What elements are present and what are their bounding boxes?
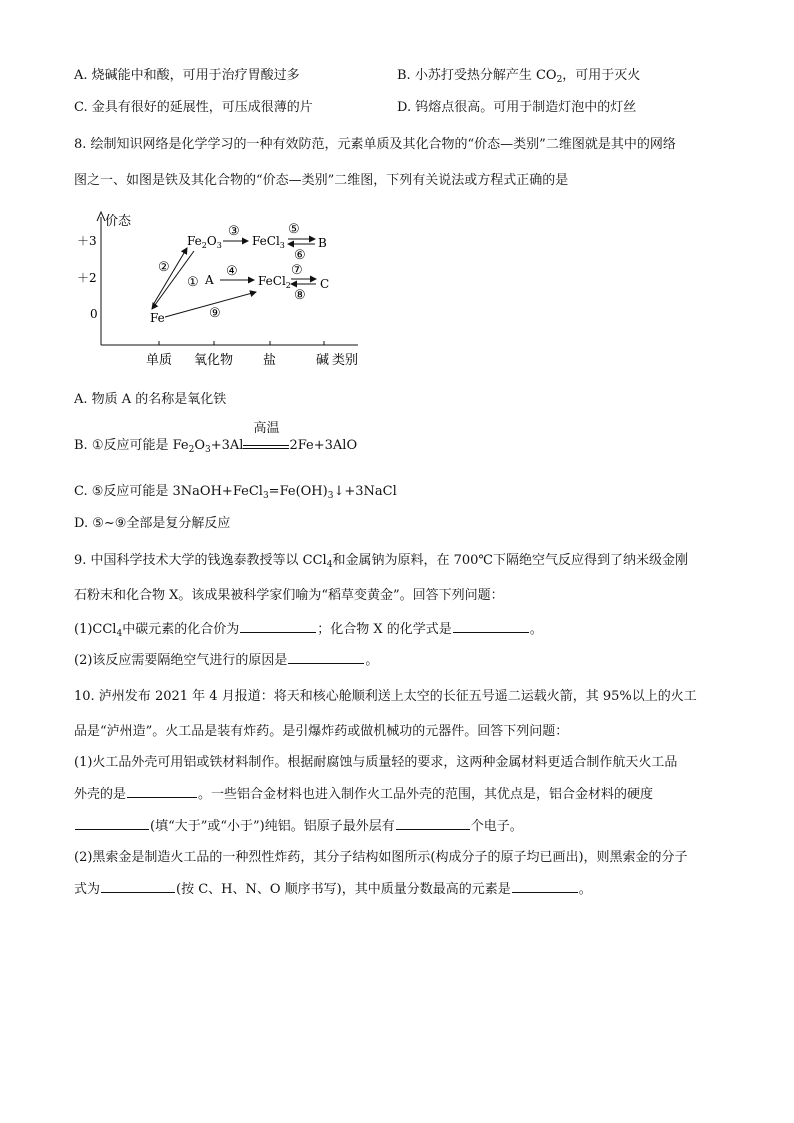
- iron-valence-diagram: [70, 205, 370, 375]
- sub: 3: [327, 491, 334, 501]
- sub: 2: [188, 445, 195, 455]
- text: 。: [578, 882, 592, 897]
- y-tick-plus2: ＋2: [77, 271, 97, 285]
- arrow-fe-to-fe2o3: [153, 248, 187, 305]
- text: (1)CCl: [74, 622, 117, 637]
- q7-option-b-tail: ，可用于灭火: [562, 68, 641, 83]
- text: 9. 中国科学技术大学的钱逸泰教授等以 CCl: [74, 553, 327, 568]
- node-b: B: [318, 236, 327, 250]
- q10-stem-line2: 品是“泸州造”。火工品是装有炸药。是引爆炸药或做机械功的元器件。回答下列问题：: [74, 724, 569, 739]
- x-tick-oxide: 氧化物: [194, 353, 234, 368]
- text: (按 C、H、N、O 顺序书写)，其中质量分数最高的元素是: [176, 882, 511, 897]
- y-axis-label: 价态: [105, 214, 132, 229]
- sub: 3: [205, 445, 211, 455]
- node-fecl2: FeCl$_2$: [258, 274, 291, 290]
- node-a: A: [205, 273, 214, 287]
- marker-8: ⑧: [294, 288, 306, 303]
- answer-blank[interactable]: [396, 816, 470, 830]
- sub: 4: [116, 629, 123, 639]
- text: 。: [529, 622, 543, 637]
- text: 式为: [74, 882, 101, 897]
- text: ；化合物 X 的化学式是: [317, 622, 452, 637]
- q8-option-b: [74, 421, 358, 460]
- y-tick-plus3: ＋3: [77, 234, 97, 248]
- text: ↓+3NaCl: [333, 484, 397, 499]
- q8-option-b-text: B. ①反应可能是 Fe: [74, 438, 189, 453]
- q10-stem-line1: 10. 泸州发布 2021 年 4 月报道：将天和核心舱顺利送上太空的长征五号遥二运载火箭，其 95%以上的火工: [74, 689, 697, 704]
- equals-bar: [243, 445, 289, 449]
- text: +3Al: [210, 438, 244, 453]
- q8-option-a: A. 物质 A 的名称是氧化铁: [74, 392, 227, 407]
- text: 。: [365, 653, 379, 668]
- text: (填“大于”或“小于”)纯铝。铝原子最外层有: [150, 819, 395, 834]
- node-fe2o3: $Fe_2O_3$: [187, 234, 222, 250]
- q8-stem-line1: 8. 绘制知识网络是化学学习的一种有效防范，元素单质及其化合物的“价态—类别”二维图就是其中的网络: [74, 137, 676, 152]
- sub: 4: [326, 560, 333, 570]
- text: 个电子。: [470, 819, 523, 834]
- marker-1: ①: [187, 275, 199, 290]
- x-tick-element: 单质: [146, 353, 173, 368]
- marker-6: ⑥: [294, 248, 306, 263]
- q7-option-b: [397, 66, 640, 90]
- y-tick-zero: 0: [90, 307, 98, 321]
- text: 外壳的是: [74, 787, 127, 802]
- q9-stem-line1: [74, 551, 688, 575]
- condition-high-temp: 高温: [253, 421, 280, 436]
- text: (2)该反应需要隔绝空气进行的原因是: [74, 653, 288, 668]
- q10-part2-line1: (2)黑索金是制造火工品的一种烈性炸药，其分子结构如图所示(构成分子的原子均已画出)，则黑索金的分子: [74, 850, 688, 865]
- marker-5: ⑤: [288, 222, 300, 237]
- node-fe: Fe: [150, 311, 165, 325]
- node-c: C: [320, 277, 330, 291]
- q8-option-c: [74, 482, 397, 506]
- marker-2: ②: [158, 260, 170, 275]
- marker-9: ⑨: [209, 306, 221, 321]
- q8-option-d: D. ⑤~⑨全部是复分解反应: [74, 516, 231, 531]
- answer-blank[interactable]: [101, 879, 175, 893]
- x-tick-salt: 盐: [263, 353, 277, 368]
- answer-blank[interactable]: [127, 784, 197, 798]
- q7-option-b-text: B. 小苏打受热分解产生 CO: [397, 68, 557, 83]
- text: =Fe(OH): [268, 484, 328, 499]
- answer-blank[interactable]: [288, 650, 364, 664]
- answer-blank[interactable]: [75, 816, 149, 830]
- q10-part1-line3: [74, 816, 523, 837]
- answer-blank[interactable]: [512, 879, 578, 893]
- reaction-condition: [243, 421, 289, 449]
- sub: 3: [262, 491, 269, 501]
- text: 中碳元素的化合价为: [122, 622, 240, 637]
- q7-option-a: A. 烧碱能中和酸，可用于治疗胃酸过多: [74, 68, 300, 83]
- text: 和金属钠为原料，在 700℃下隔绝空气反应得到了纳米级金刚: [332, 553, 688, 568]
- marker-7: ⑦: [291, 263, 303, 278]
- x-tick-base: 碱: [316, 353, 330, 368]
- text: 。一些铝合金材料也进入制作火工品外壳的范围，其优点是，铝合金材料的硬度: [198, 787, 654, 802]
- q10-part1-line2: [74, 784, 653, 805]
- answer-blank[interactable]: [453, 619, 529, 633]
- q10-part2-line2: [74, 879, 592, 900]
- q10-part1-line1: (1)火工品外壳可用铝或铁材料制作。根据耐腐蚀与质量轻的要求，这两种金属材料更适合制作航天火工品: [74, 755, 678, 770]
- q9-part2: [74, 650, 378, 671]
- node-fecl3: FeCl$_3$: [252, 234, 285, 250]
- q7-option-d: D. 钨熔点很高。可用于制造灯泡中的灯丝: [397, 100, 637, 115]
- marker-3: ③: [228, 224, 240, 239]
- text: 2Fe+3AlO: [289, 438, 358, 453]
- x-axis-label: 类别: [332, 353, 359, 368]
- q8-option-c-text: C. ⑤反应可能是 3NaOH+FeCl: [74, 484, 263, 499]
- q7-option-b-sub: 2: [556, 75, 563, 85]
- q7-option-c: C. 金具有很好的延展性，可压成很薄的片: [74, 100, 313, 115]
- q9-stem-line2: 石粉末和化合物 X。该成果被科学家们喻为“稻草变黄金”。回答下列问题：: [74, 588, 504, 603]
- q8-stem-line2: 图之一、如图是铁及其化合物的“价态—类别”二维图，下列有关说法或方程式正确的是: [74, 173, 569, 188]
- text: O: [194, 438, 206, 453]
- answer-blank[interactable]: [240, 619, 316, 633]
- q9-part1: [74, 619, 543, 644]
- marker-4: ④: [226, 264, 238, 279]
